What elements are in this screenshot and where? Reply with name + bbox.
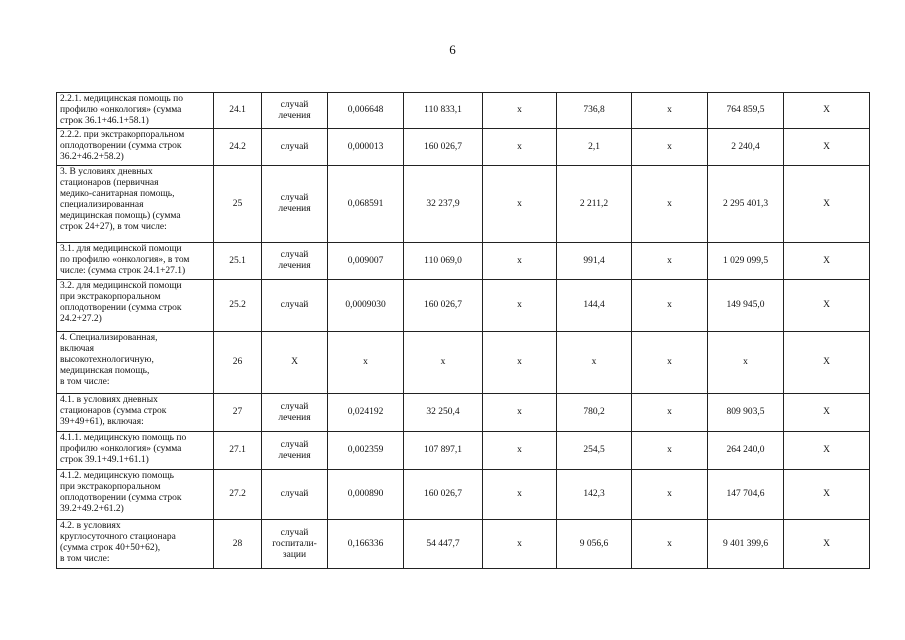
row-unit: случай [262,129,328,166]
row-unit: случай лечения [262,93,328,129]
row-col10: Х [784,470,870,520]
row-cost: 107 897,1 [404,432,483,470]
row-unit: случай лечения [262,432,328,470]
row-col7: 780,2 [557,394,632,432]
row-norm: 0,006648 [328,93,404,129]
row-cost: 160 026,7 [404,129,483,166]
row-col10: Х [784,432,870,470]
table-row [57,470,870,520]
row-col10: Х [784,280,870,332]
data-table [56,92,870,569]
row-code: 25.2 [214,280,262,332]
table-row [57,394,870,432]
row-col10: Х [784,243,870,280]
row-col7: 2 211,2 [557,166,632,243]
row-name: 2.2.1. медицинская помощь по профилю «онкология» (сумма строк 36.1+46.1+58.1) [57,93,214,129]
row-col9: 809 903,5 [708,394,784,432]
row-col10: Х [784,93,870,129]
row-code: 25.1 [214,243,262,280]
row-col6: х [483,394,557,432]
row-col6: х [483,520,557,569]
row-col8: х [632,243,708,280]
row-col8: х [632,432,708,470]
row-unit: случай [262,470,328,520]
row-col7: 2,1 [557,129,632,166]
row-col9: 2 240,4 [708,129,784,166]
row-code: 27.2 [214,470,262,520]
row-name: 4.2. в условиях круглосуточного стационара (сумма строк 40+50+62), в том числе: [57,520,214,569]
row-col10: Х [784,520,870,569]
row-col6: х [483,93,557,129]
row-code: 24.1 [214,93,262,129]
table-row [57,166,870,243]
row-col10: Х [784,166,870,243]
row-unit: случай госпитали- зации [262,520,328,569]
row-norm: 0,024192 [328,394,404,432]
row-col9: 764 859,5 [708,93,784,129]
row-name: 3. В условиях дневных стационаров (первичная медико-санитарная помощь, специализированная медицинская помощь) (сумма строк 24+27), в том числе: [57,166,214,243]
row-col6: х [483,243,557,280]
row-col8: х [632,332,708,394]
row-code: 27.1 [214,432,262,470]
row-col9: 2 295 401,3 [708,166,784,243]
row-col7: 736,8 [557,93,632,129]
row-norm: 0,0009030 [328,280,404,332]
row-name: 4. Специализированная, включая высокотехнологичную, медицинская помощь, в том числе: [57,332,214,394]
row-unit: случай [262,280,328,332]
row-cost: 110 069,0 [404,243,483,280]
row-norm: 0,068591 [328,166,404,243]
row-name: 2.2.2. при экстракорпоральном оплодотворении (сумма строк 36.2+46.2+58.2) [57,129,214,166]
row-norm: 0,000013 [328,129,404,166]
row-col8: х [632,93,708,129]
row-col6: х [483,332,557,394]
row-code: 26 [214,332,262,394]
row-code: 28 [214,520,262,569]
row-col9: 147 704,6 [708,470,784,520]
row-unit: случай лечения [262,243,328,280]
row-cost: х [404,332,483,394]
row-col6: х [483,280,557,332]
row-name: 4.1.1. медицинскую помощь по профилю «онкология» (сумма строк 39.1+49.1+61.1) [57,432,214,470]
row-name: 3.1. для медицинской помощи по профилю «онкология», в том числе: (сумма строк 24.1+27.1) [57,243,214,280]
row-unit: случай лечения [262,166,328,243]
row-unit: случай лечения [262,394,328,432]
row-cost: 32 237,9 [404,166,483,243]
row-name: 4.1. в условиях дневных стационаров (сумма строк 39+49+61), включая: [57,394,214,432]
table-row [57,243,870,280]
row-col6: х [483,470,557,520]
row-col8: х [632,470,708,520]
row-col10: Х [784,332,870,394]
row-col9: 264 240,0 [708,432,784,470]
row-unit: Х [262,332,328,394]
row-code: 27 [214,394,262,432]
row-col7: 144,4 [557,280,632,332]
page-number: 6 [449,42,456,57]
table-row [57,332,870,394]
row-col10: Х [784,394,870,432]
row-col7: 254,5 [557,432,632,470]
table-row [57,520,870,569]
row-col8: х [632,166,708,243]
row-cost: 160 026,7 [404,470,483,520]
row-name: 3.2. для медицинской помощи при экстракорпоральном оплодотворении (сумма строк 24.2+27.2) [57,280,214,332]
row-col8: х [632,394,708,432]
row-code: 24.2 [214,129,262,166]
table-row [57,280,870,332]
row-col7: х [557,332,632,394]
row-norm: 0,166336 [328,520,404,569]
row-col6: х [483,129,557,166]
row-col6: х [483,166,557,243]
row-col9: 1 029 099,5 [708,243,784,280]
row-col8: х [632,280,708,332]
row-col8: х [632,520,708,569]
row-norm: х [328,332,404,394]
row-col10: Х [784,129,870,166]
row-col7: 9 056,6 [557,520,632,569]
row-norm: 0,002359 [328,432,404,470]
row-name: 4.1.2. медицинскую помощь при экстракорпоральном оплодотворении (сумма строк 39.2+49.2+61.2) [57,470,214,520]
table-row [57,93,870,129]
row-norm: 0,000890 [328,470,404,520]
row-col6: х [483,432,557,470]
row-col9: х [708,332,784,394]
row-col7: 142,3 [557,470,632,520]
row-norm: 0,009007 [328,243,404,280]
row-col7: 991,4 [557,243,632,280]
row-cost: 54 447,7 [404,520,483,569]
row-col8: х [632,129,708,166]
row-cost: 160 026,7 [404,280,483,332]
table-row [57,432,870,470]
row-code: 25 [214,166,262,243]
row-cost: 32 250,4 [404,394,483,432]
row-cost: 110 833,1 [404,93,483,129]
table-row [57,129,870,166]
row-col9: 9 401 399,6 [708,520,784,569]
row-col9: 149 945,0 [708,280,784,332]
